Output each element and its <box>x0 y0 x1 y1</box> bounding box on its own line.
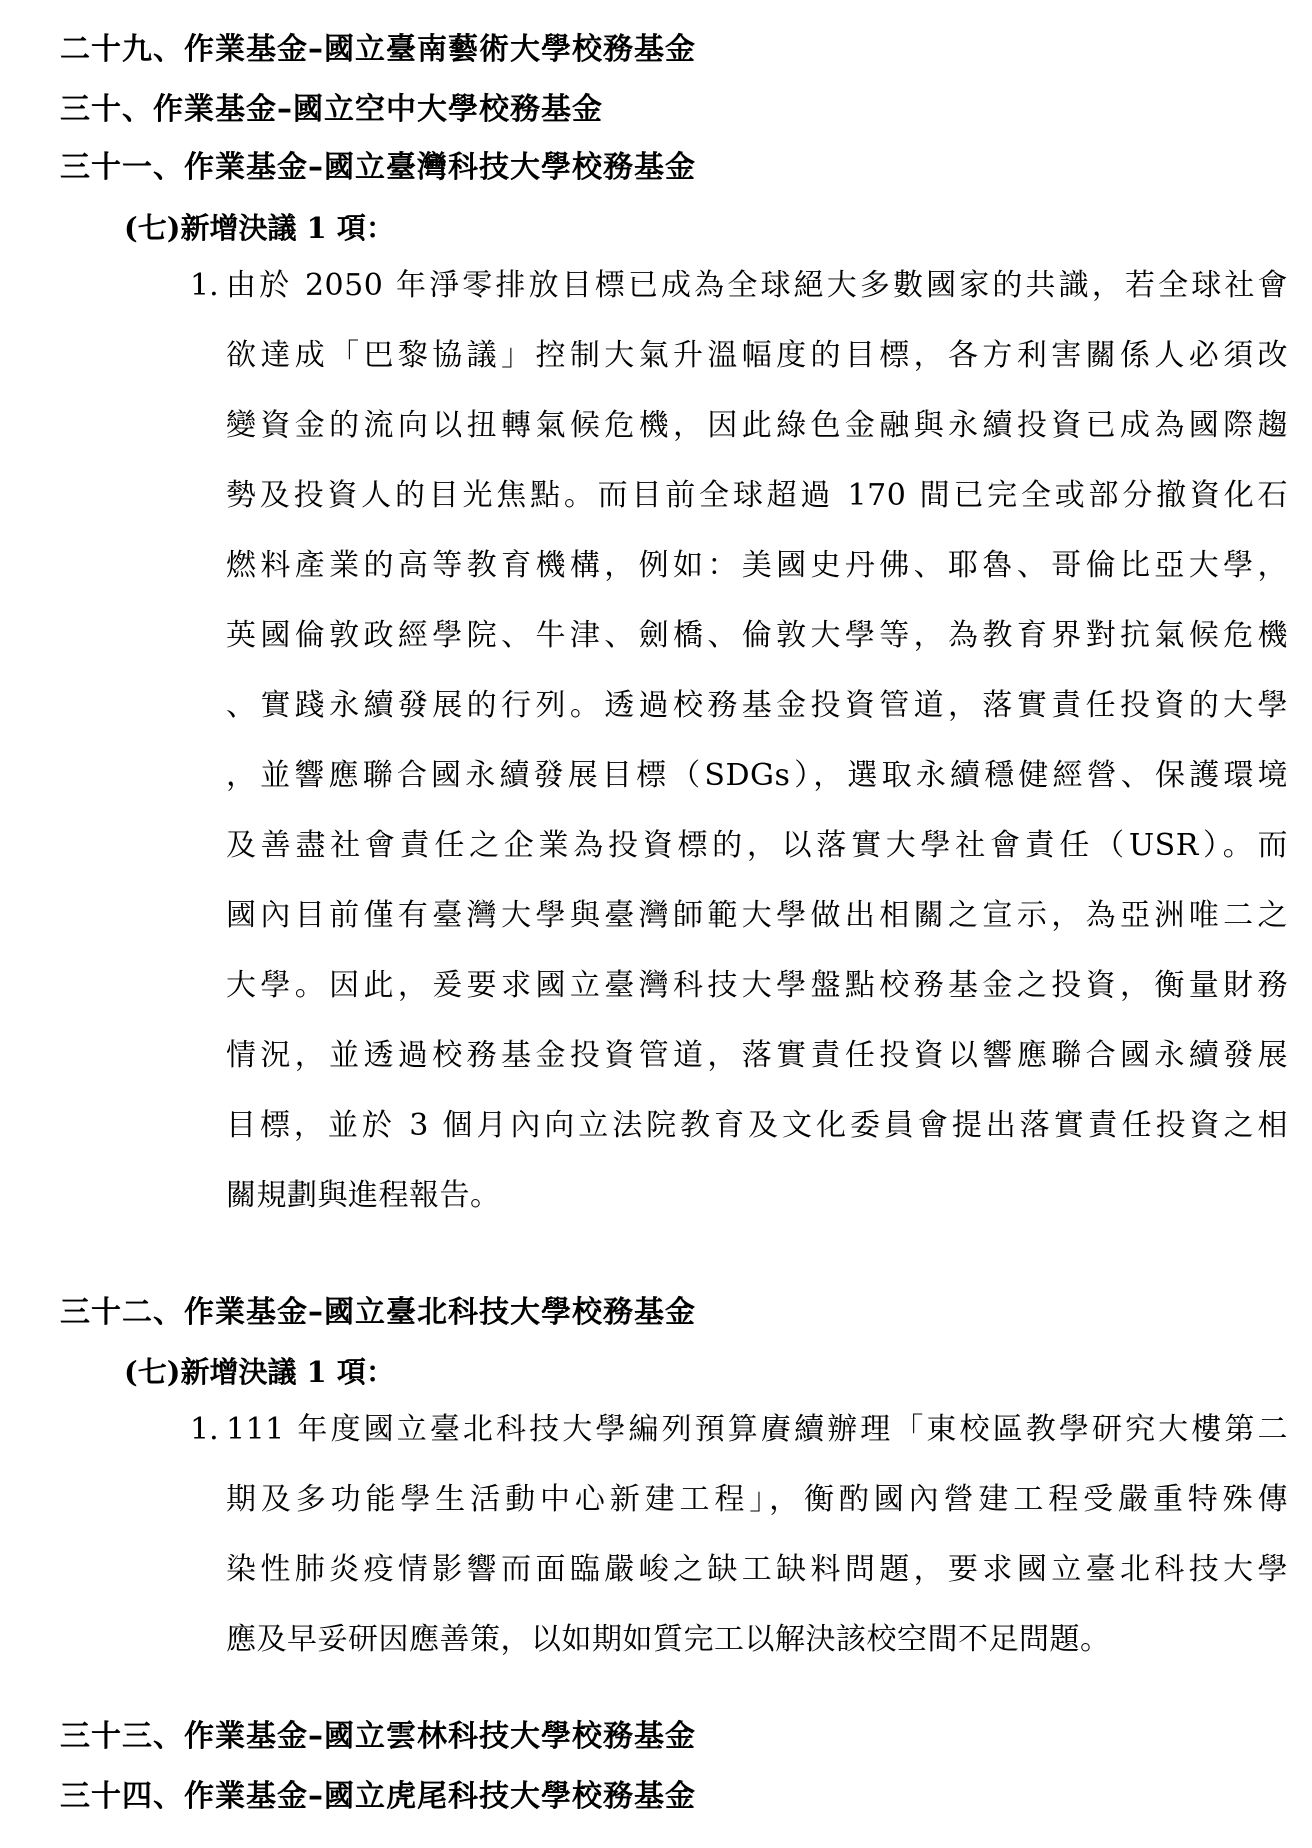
paragraph-line: 欲達成「巴黎協議」控制大氣升溫幅度的目標，各方利害關係人必須改 <box>226 338 1288 373</box>
paragraph-line: 情況，並透過校務基金投資管道，落實責任投資以響應聯合國永續發展 <box>226 1038 1288 1073</box>
paragraph-line: 目標，並於 3 個月內向立法院教育及文化委員會提出落實責任投資之相 <box>226 1108 1288 1143</box>
paragraph-line: 勢及投資人的目光焦點。而目前全球超過 170 間已完全或部分撤資化石 <box>226 478 1288 513</box>
section-heading-31: 三十一、作業基金–國立臺灣科技大學校務基金 <box>60 150 696 185</box>
section-heading-33: 三十三、作業基金–國立雲林科技大學校務基金 <box>60 1719 696 1754</box>
section-heading-32: 三十二、作業基金–國立臺北科技大學校務基金 <box>60 1295 696 1330</box>
paragraph-line: 及善盡社會責任之企業為投資標的，以落實大學社會責任（USR）。而 <box>226 828 1288 863</box>
paragraph-line: 應及早妥研因應善策，以如期如質完工以解決該校空間不足問題。 <box>226 1622 1111 1657</box>
paragraph-line: 國內目前僅有臺灣大學與臺灣師範大學做出相關之宣示，為亞洲唯二之 <box>226 898 1288 933</box>
paragraph-line: 大學。因此，爰要求國立臺灣科技大學盤點校務基金之投資，衡量財務 <box>226 968 1288 1003</box>
paragraph-line: 燃料產業的高等教育機構，例如：美國史丹佛、耶魯、哥倫比亞大學， <box>226 548 1288 583</box>
paragraph-line: 、實踐永續發展的行列。透過校務基金投資管道，落實責任投資的大學 <box>226 688 1288 723</box>
paragraph-line: 英國倫敦政經學院、牛津、劍橋、倫敦大學等，為教育界對抗氣候危機 <box>226 618 1288 653</box>
paragraph-line: 染性肺炎疫情影響而面臨嚴峻之缺工缺料問題，要求國立臺北科技大學 <box>226 1552 1288 1587</box>
paragraph-line: 關規劃與進程報告。 <box>226 1178 501 1213</box>
item-number: 1. <box>190 268 219 303</box>
resolution-subheading-31: (七)新增決議 1 項： <box>124 211 395 245</box>
paragraph-line: 由於 2050 年淨零排放目標已成為全球絕大多數國家的共識，若全球社會 <box>226 268 1288 303</box>
paragraph-line: ，並響應聯合國永續發展目標（SDGs），選取永續穩健經營、保護環境 <box>226 758 1288 793</box>
section-heading-34: 三十四、作業基金–國立虎尾科技大學校務基金 <box>60 1779 696 1814</box>
section-heading-30: 三十、作業基金–國立空中大學校務基金 <box>60 92 603 127</box>
paragraph-line: 變資金的流向以扭轉氣候危機，因此綠色金融與永續投資已成為國際趨 <box>226 408 1288 443</box>
item-paragraph <box>226 251 1288 1231</box>
section-heading-29: 二十九、作業基金–國立臺南藝術大學校務基金 <box>60 32 696 67</box>
resolution-subheading-32: (七)新增決議 1 項： <box>124 1355 395 1389</box>
paragraph-line: 期及多功能學生活動中心新建工程」，衡酌國內營建工程受嚴重特殊傳 <box>226 1482 1288 1517</box>
paragraph-line: 111 年度國立臺北科技大學編列預算賡續辦理「東校區教學研究大樓第二 <box>226 1412 1288 1447</box>
item-number: 1. <box>190 1412 219 1447</box>
item-paragraph <box>226 1395 1288 1675</box>
